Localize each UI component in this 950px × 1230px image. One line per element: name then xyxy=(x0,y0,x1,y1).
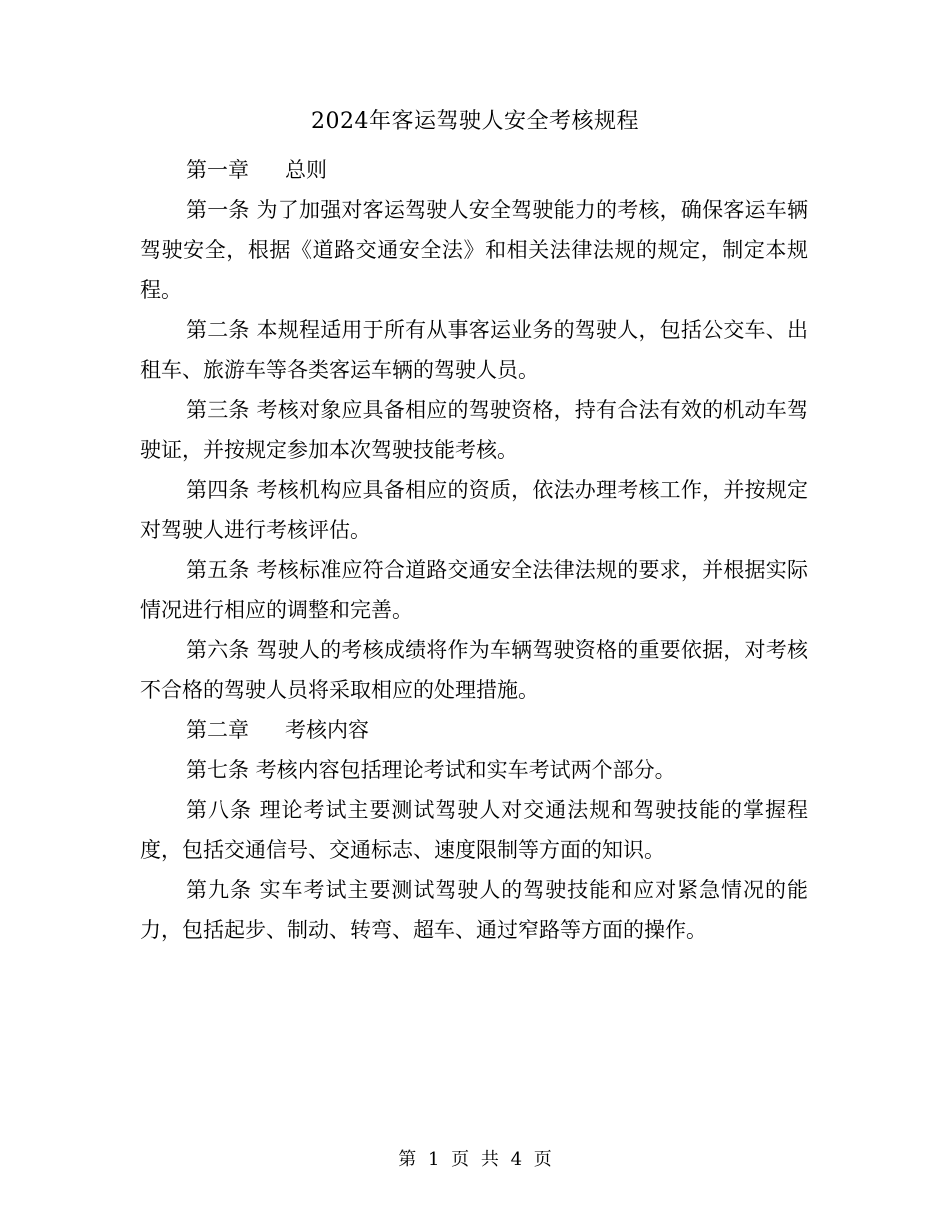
article-1: 第一条 为了加强对客运驾驶人安全驾驶能力的考核，确保客运车辆驾驶安全，根据《道路交通安全法》和相关法律法规的规定，制定本规程。 xyxy=(140,198,808,302)
article-8: 第八条 理论考试主要测试驾驶人对交通法规和驾驶技能的掌握程度，包括交通信号、交通标志、速度限制等方面的知识。 xyxy=(140,798,808,862)
page-footer: 第 1 页 共 4 页 xyxy=(398,1149,552,1170)
article-2: 第二条 本规程适用于所有从事客运业务的驾驶人，包括公交车、出租车、旅游车等各类客运车辆的驾驶人员。 xyxy=(140,318,808,382)
document-title: 2024年客运驾驶人安全考核规程 xyxy=(311,109,639,134)
article-7: 第七条 考核内容包括理论考试和实车考试两个部分。 xyxy=(186,758,676,782)
chapter-number: 第二章 xyxy=(186,718,249,742)
article-9: 第九条 实车考试主要测试驾驶人的驾驶技能和应对紧急情况的能力，包括起步、制动、转弯、超车、通过窄路等方面的操作。 xyxy=(140,878,808,942)
chapter-name: 考核内容 xyxy=(285,718,369,742)
article-4: 第四条 考核机构应具备相应的资质，依法办理考核工作，并按规定对驾驶人进行考核评估。 xyxy=(140,478,808,542)
chapter-number: 第一章 xyxy=(186,158,249,182)
article-3: 第三条 考核对象应具备相应的驾驶资格，持有合法有效的机动车驾驶证，并按规定参加本次驾驶技能考核。 xyxy=(140,398,808,462)
article-6: 第六条 驾驶人的考核成绩将作为车辆驾驶资格的重要依据，对考核不合格的驾驶人员将采取相应的处理措施。 xyxy=(140,638,808,702)
chapter-heading-1 xyxy=(140,150,808,190)
article-5: 第五条 考核标准应符合道路交通安全法律法规的要求，并根据实际情况进行相应的调整和完善。 xyxy=(140,558,808,622)
document-body xyxy=(140,150,808,950)
chapter-name: 总则 xyxy=(285,158,327,182)
chapter-heading-2 xyxy=(140,710,808,750)
